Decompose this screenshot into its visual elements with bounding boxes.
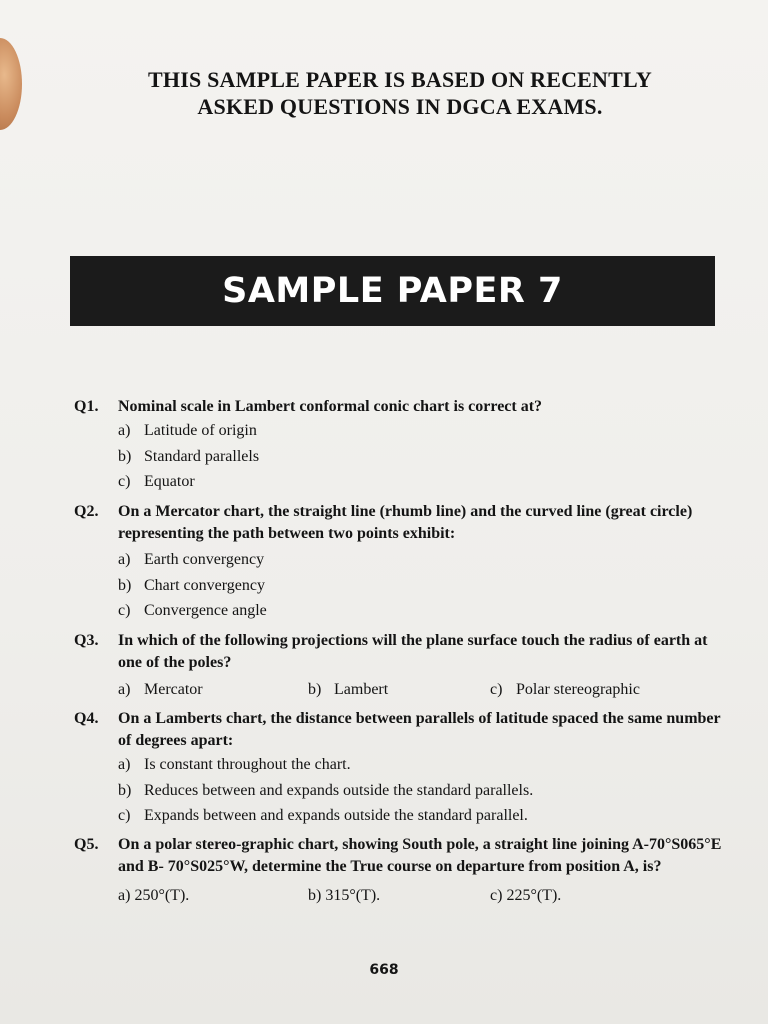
option-a: a) Latitude of origin bbox=[118, 422, 257, 439]
question-2 bbox=[74, 501, 724, 624]
question-text: Nominal scale in Lambert conformal conic chart is correct at? bbox=[118, 398, 543, 415]
question-text: On a Mercator chart, the straight line (rhumb line) and the curved line (great circle) representing the path between two points exhibit: bbox=[118, 503, 693, 542]
option-a: a) Is constant throughout the chart. bbox=[118, 756, 351, 773]
option-b: b) Lambert bbox=[308, 681, 389, 698]
options-list bbox=[118, 418, 724, 495]
options-row bbox=[118, 883, 724, 908]
option-c: c) Equator bbox=[118, 473, 195, 490]
option-b: b) Reduces between and expands outside the standard parallels. bbox=[118, 781, 534, 799]
option-b: b) 315°(T). bbox=[308, 887, 381, 904]
option-a: a) Mercator bbox=[118, 681, 203, 698]
question-4 bbox=[74, 708, 724, 829]
question-text: In which of the following projections will the plane surface touch the radius of earth at one of the poles? bbox=[118, 632, 708, 671]
question-text: On a polar stereo-graphic chart, showing South pole, a straight line joining A-70°S065°E and B- 70°S025°W, determine the True course on departure from position A, is? bbox=[118, 836, 722, 875]
option-a: a) Earth convergency bbox=[118, 551, 265, 568]
question-number: Q3. bbox=[74, 632, 99, 649]
options-list bbox=[118, 547, 724, 624]
section-banner bbox=[70, 256, 715, 326]
question-number: Q4. bbox=[74, 710, 99, 727]
option-b: b) Standard parallels bbox=[118, 447, 260, 465]
finger-thumb bbox=[0, 38, 22, 130]
question-5 bbox=[74, 834, 724, 908]
question-number: Q2. bbox=[74, 503, 99, 520]
option-c: c) 225°(T). bbox=[490, 887, 562, 904]
options-row bbox=[118, 677, 724, 702]
option-c: c) Expands between and expands outside the standard parallel. bbox=[118, 807, 528, 824]
option-c: c) Convergence angle bbox=[118, 602, 267, 619]
page-header bbox=[60, 66, 740, 120]
header-line-2: ASKED QUESTIONS IN DGCA EXAMS. bbox=[197, 94, 603, 119]
question-1 bbox=[74, 396, 724, 495]
question-text: On a Lamberts chart, the distance between parallels of latitude spaced the same number of degrees apart: bbox=[118, 710, 721, 749]
question-number: Q5. bbox=[74, 836, 99, 853]
option-b: b) Chart convergency bbox=[118, 576, 265, 594]
banner-title: SAMPLE PAPER 7 bbox=[222, 271, 563, 311]
option-c: c) Polar stereographic bbox=[490, 681, 640, 698]
question-3 bbox=[74, 630, 724, 702]
page-number: 668 bbox=[369, 962, 399, 978]
question-number: Q1. bbox=[74, 398, 99, 415]
options-list bbox=[118, 752, 724, 829]
header-line-1: THIS SAMPLE PAPER IS BASED ON RECENTLY bbox=[148, 67, 652, 92]
option-a: a) 250°(T). bbox=[118, 887, 190, 904]
